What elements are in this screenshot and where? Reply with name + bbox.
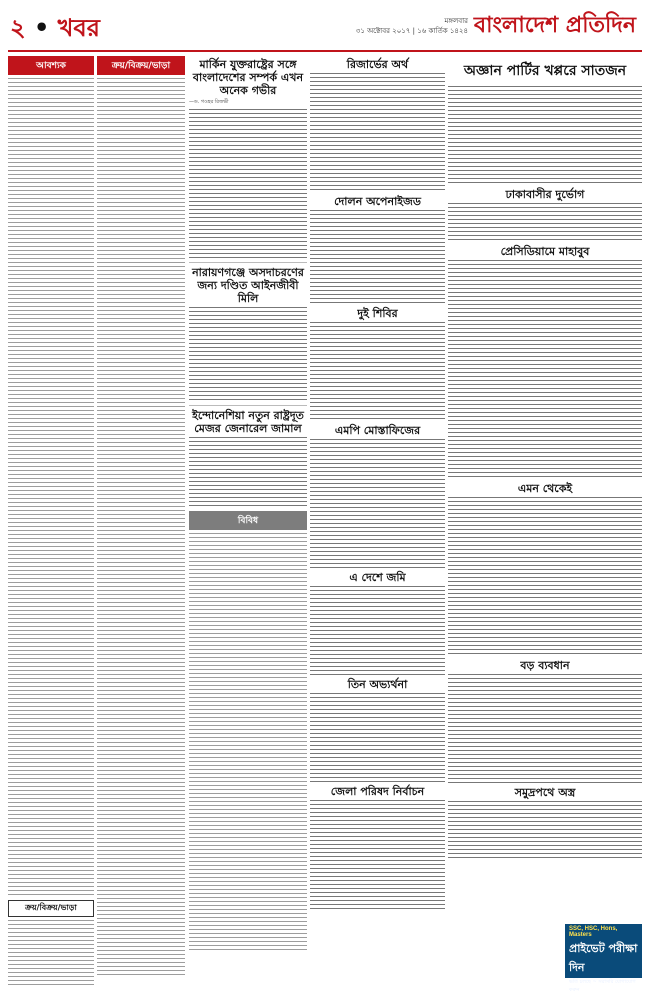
date-line: ৩১ অক্টোবর ২০১৭ | ১৬ কার্তিক ১৪২৪ bbox=[355, 27, 468, 35]
section-head-kroy-bikroy: ক্রয়/বিক্রয়/ভাড়া bbox=[8, 900, 94, 917]
newspaper-logo: বাংলাদেশ প্রতিদিন bbox=[473, 12, 636, 38]
article-body bbox=[189, 437, 307, 507]
article-body bbox=[448, 260, 642, 480]
page-number: ২ • খবর bbox=[10, 13, 100, 42]
article-body bbox=[310, 210, 445, 305]
day-label: মঙ্গলবার bbox=[444, 17, 468, 25]
headline-4: এমপি মোস্তাফিজের bbox=[334, 424, 421, 437]
date-block bbox=[338, 16, 468, 36]
section-head-abashyak: আবশ্যক bbox=[8, 56, 94, 75]
headline-3: দুই শিবির bbox=[357, 307, 398, 320]
advertisement-box[interactable] bbox=[565, 924, 642, 993]
article-body bbox=[310, 586, 445, 676]
masthead bbox=[8, 6, 642, 52]
classifieds-column-left bbox=[8, 56, 94, 978]
article-body bbox=[448, 497, 642, 657]
section-head-bibidh: বিবিধ bbox=[189, 511, 307, 530]
section-head-kroy-bikroy: ক্রয়/বিক্রয়/ভাড়া bbox=[97, 56, 185, 75]
article-body bbox=[448, 801, 642, 861]
classified-text-block bbox=[189, 533, 307, 953]
classifieds-column-2 bbox=[97, 56, 185, 978]
news-column-4 bbox=[310, 56, 445, 978]
headline-2: দোলন অপেনাইজড bbox=[334, 195, 421, 208]
article-body bbox=[448, 86, 642, 186]
ad-line-3: ভর্তি চলছে ~ সরাসরি যোগাযোগ করুন bbox=[569, 979, 636, 993]
news-column-3 bbox=[189, 56, 307, 978]
article-body bbox=[310, 439, 445, 569]
headline-indonesia-ambassador: ইন্দোনেশিয়া নতুন রাষ্ট্রদূত মেজর জেনারেল জামাল bbox=[192, 409, 304, 435]
classified-text-block bbox=[97, 78, 185, 978]
article-body bbox=[310, 800, 445, 910]
headline-6: তিন অভ্যর্থনা bbox=[347, 678, 408, 691]
main-headline: অজ্ঞান পার্টির খপ্পরে সাতজন bbox=[463, 63, 627, 79]
headline-narayanganj: নারায়ণগঞ্জে অসদাচরণের জন্য দণ্ডিত আইনজীবী মিলি bbox=[192, 266, 304, 305]
article-body bbox=[189, 109, 307, 259]
ad-line-1: SSC, HSC, Hons, Masters bbox=[569, 926, 618, 938]
headline-dhaka: ঢাকাবাসীর দুর্ভোগ bbox=[505, 188, 585, 201]
headline-7: জেলা পরিষদ নির্বাচন bbox=[330, 785, 425, 798]
article-body bbox=[310, 693, 445, 783]
article-body bbox=[310, 322, 445, 422]
headline-samudrapothe: সমুদ্রপথে অস্ত্র bbox=[514, 786, 576, 799]
headline-presidium: প্রেসিডিয়ামে মাহাবুব bbox=[500, 245, 590, 258]
headline-gowher-rizvi: মার্কিন যুক্তরাষ্ট্রের সঙ্গে বাংলাদেশের সম্পর্ক এখন অনেক গভীর bbox=[192, 58, 304, 97]
ad-line-2: প্রাইভেট পরীক্ষা দিন bbox=[569, 942, 638, 974]
article-body bbox=[189, 307, 307, 402]
article-body bbox=[448, 203, 642, 243]
article-body bbox=[310, 73, 445, 193]
headline-emon: এমন থেকেই bbox=[517, 482, 573, 495]
headline-boro-byabodhan: বড় ব্যবধান bbox=[520, 659, 570, 672]
classified-text-block bbox=[8, 78, 94, 896]
headline-5: এ দেশে জমি bbox=[349, 571, 406, 584]
section-name: খবর bbox=[57, 13, 100, 42]
news-column-right bbox=[448, 56, 642, 978]
byline: —ড. গওহর রিজভী bbox=[189, 99, 229, 105]
article-body bbox=[448, 674, 642, 784]
classified-text-block bbox=[8, 920, 94, 988]
headline-reserve: রিজার্ভের অর্থ bbox=[346, 58, 409, 71]
